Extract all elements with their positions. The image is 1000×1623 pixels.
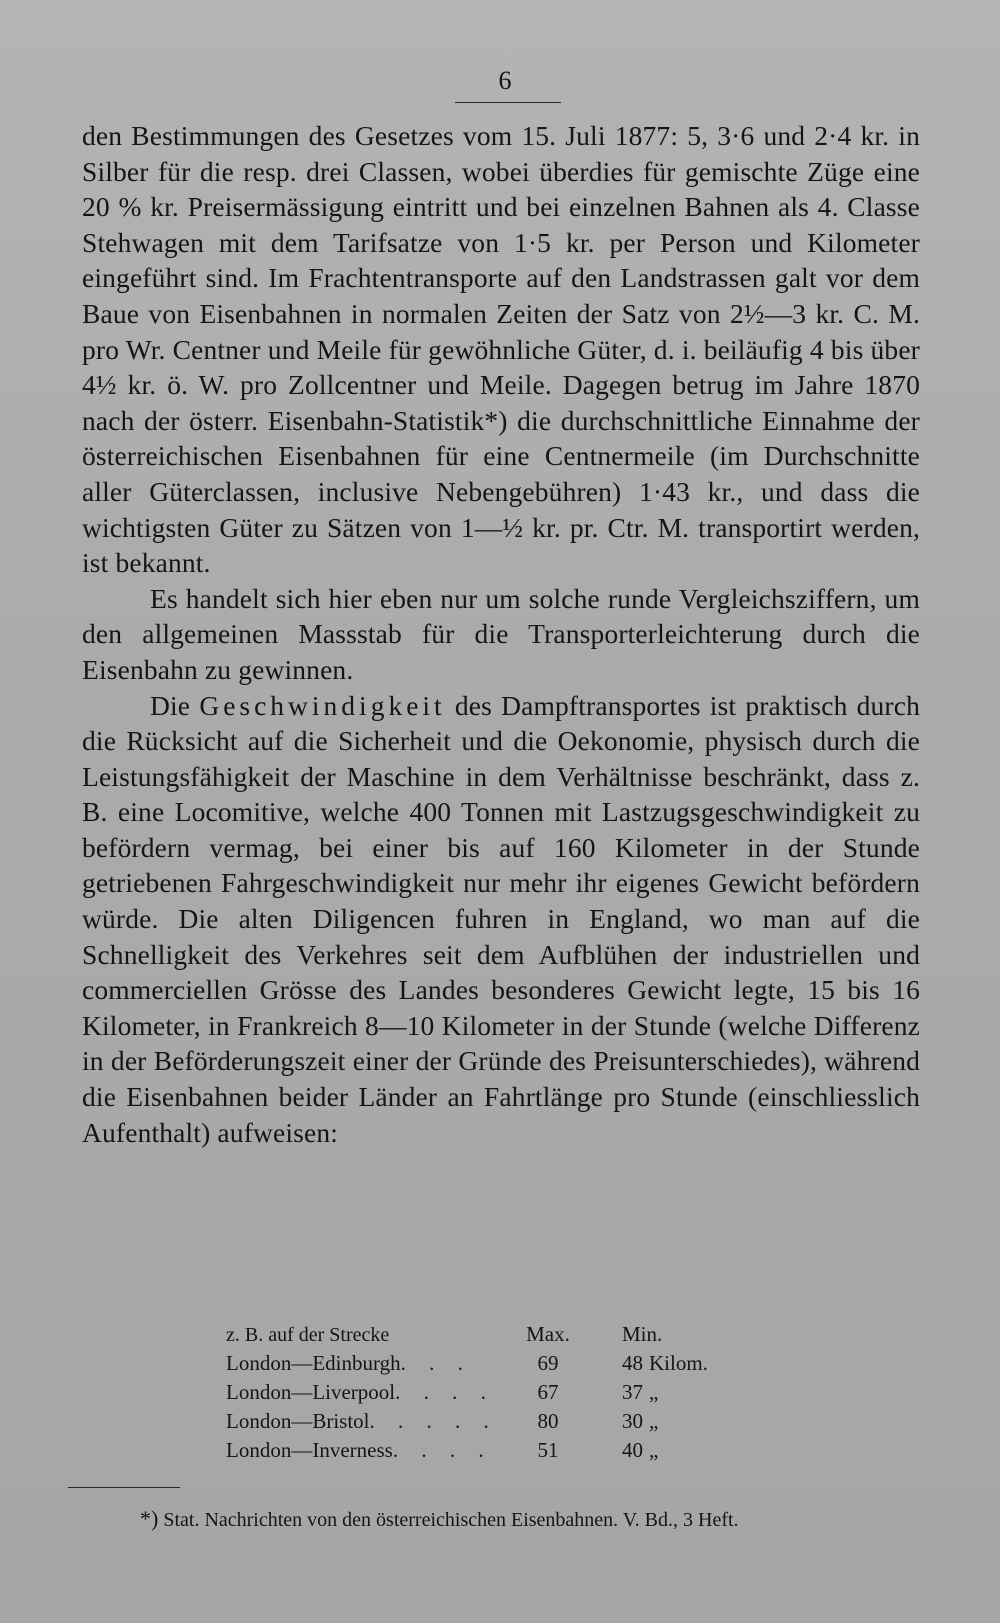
- table-row: [226, 1378, 786, 1407]
- max-cell: 51: [537, 1438, 559, 1462]
- route-cell: [226, 1436, 493, 1465]
- header-route: z. B. auf der Strecke: [226, 1324, 390, 1346]
- unit-label: „: [649, 1380, 659, 1404]
- paragraph-2: Es handelt sich hier eben nur um solche runde Vergleichsziffern, um den allgemeinen Massstab für die Transporterleichterung durch die Eisenbahn zu gewinnen.: [82, 582, 920, 685]
- min-cell: [612, 1407, 782, 1436]
- body-text: [82, 118, 920, 1150]
- header-min: Min.: [622, 1322, 663, 1346]
- dot-leader: . . . .: [392, 1438, 493, 1462]
- route-cell: [226, 1407, 498, 1436]
- min-value: 37: [622, 1380, 643, 1404]
- page-number: 6: [498, 66, 512, 95]
- dot-leader: . . .: [400, 1351, 472, 1375]
- min-cell: [612, 1436, 782, 1465]
- footnote-rule: [68, 1487, 180, 1488]
- max-cell: 67: [537, 1380, 559, 1404]
- table-row: [226, 1407, 786, 1436]
- paragraph-3: [82, 688, 920, 1151]
- route-name: London—Inverness: [226, 1438, 393, 1462]
- table-row: [226, 1349, 786, 1378]
- paragraph-3-rest: des Dampftransportes ist praktisch durch die Rücksicht auf die Sicherheit und die Oekonomie, physisch durch die Leistungsfähigkeit der Maschine in dem Verhältnisse beschränkt, dass z. B. eine Locomitive, welche 400 Tonnen mit Lastzugsgeschwindigkeit zu befördern vermag, bei einer bis auf 160 Kilometer in der Stunde getriebenen Fahrgeschwindigkeit nur mehr ihr eigenes Gewicht befördern würde. Die alten Diligencen fuhren in England, wo man auf die Schnelligkeit des Verkehres seit dem Aufblühen der industriellen und commerciellen Grösse des Landes besonderes Gewicht legte, 15 bis 16 Kilometer, in Frankreich 8—10 Kilometer in der Stunde (welche Differenz in der Beförderungszeit einer der Gründe des Preisunterschiedes), während die Eisenbahnen beider Länder an Fahrtlänge pro Stunde (einschliesslich Aufenthalt) aufweisen:: [82, 689, 920, 1148]
- dot-leader: . . . . .: [369, 1409, 498, 1433]
- header-max: Max.: [526, 1322, 570, 1346]
- route-name: London—Edinburgh: [226, 1351, 401, 1375]
- footnote-text: Stat. Nachrichten von den österreichischen Eisenbahnen. V. Bd., 3 Heft.: [163, 1509, 739, 1531]
- unit-label: „: [649, 1438, 659, 1462]
- table-row: [226, 1436, 786, 1465]
- route-name: London—Bristol: [226, 1409, 370, 1433]
- speed-table: [226, 1320, 786, 1465]
- table-header-row: [226, 1320, 786, 1349]
- spaced-term: Geschwindigkeit: [199, 689, 446, 721]
- min-cell: [612, 1378, 782, 1407]
- route-cell: [226, 1378, 495, 1407]
- max-cell: 69: [537, 1351, 559, 1375]
- unit-label: „: [649, 1409, 659, 1433]
- paragraph-3-lead: Die: [150, 689, 191, 721]
- route-name: London—Liverpool: [226, 1380, 396, 1404]
- max-cell: 80: [537, 1409, 559, 1433]
- footnote-mark: *): [140, 1506, 159, 1531]
- unit-label: Kilom.: [649, 1351, 708, 1375]
- min-value: 48: [622, 1351, 643, 1375]
- footnote: [140, 1506, 920, 1533]
- header-rule: [455, 102, 561, 103]
- min-cell: [612, 1349, 782, 1378]
- dot-leader: . . . .: [395, 1380, 495, 1404]
- min-value: 30: [622, 1409, 643, 1433]
- min-value: 40: [622, 1438, 643, 1462]
- paragraph-1: den Bestimmungen des Gesetzes vom 15. Juli 1877: 5, 3·6 und 2·4 kr. in Silber für die resp. drei Classen, wobei überdies für gemischte Züge eine 20 % kr. Preisermässigung eintritt und bei einzelnen Bahnen als 4. Classe Stehwagen mit dem Tarifsatze von 1·5 kr. per Person und Kilometer eingeführt sind. Im Frachtentransporte auf den Landstrassen galt vor dem Baue von Eisenbahnen in normalen Zeiten der Satz von 2½—3 kr. C. M. pro Wr. Centner und Meile für gewöhnliche Güter, d. i. beiläufig 4 bis über 4½ kr. ö. W. pro Zollcentner und Meile. Dagegen betrug im Jahre 1870 nach der österr. Eisenbahn-Statistik*) die durchschnittliche Einnahme der österreichischen Eisenbahnen für eine Centnermeile (im Durchschnitte aller Güterclassen, inclusive Nebengebühren) 1·43 kr., und dass die wichtigsten Güter zu Sätzen von 1—½ kr. pr. Ctr. M. transportirt werden, ist bekannt.: [82, 120, 920, 579]
- route-cell: [226, 1349, 484, 1378]
